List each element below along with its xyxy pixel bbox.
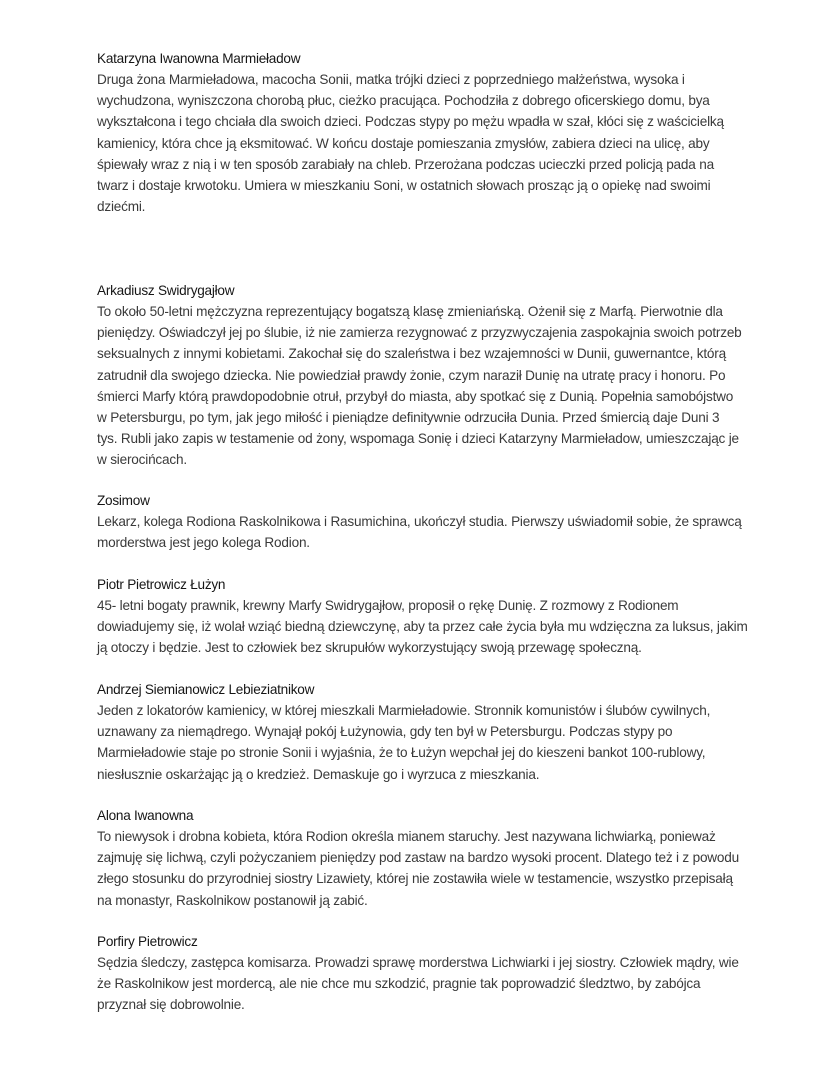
text-line: kamienicy, która chce ją eksmitować. W końcu dostaje pomieszania zmysłów, zabiera dzieci na ulicę, aby [97, 135, 710, 151]
text-line: wykształcona i tego chciała dla swoich dzieci. Podczas stypy po mężu wpadła w szał, kłóci się z waścicielką [97, 114, 724, 130]
text-line: Jeden z lokatorów kamienicy, w której mieszkali Marmieładowie. Stronnik komunistów i ślubów cywilnych, [97, 703, 711, 718]
character-name: Porfiry Pietrowicz [97, 934, 198, 949]
text-line: Marmieładowie staje po stronie Sonii i wyjaśnia, że to Łużyn wepchał jej do kieszeni bankot 100-rublowy, [97, 745, 706, 761]
text-line: To niewysok i drobna kobieta, która Rodion określa mianem staruchy. Jest nazywana lichwiarką, ponieważ [97, 829, 716, 844]
character-description [97, 69, 724, 217]
text-line: 45- letni bogaty prawnik, krewny Marfy Swidrygajłow, proposił o rękę Dunię. Z rozmowy z Rodionem [97, 598, 679, 613]
text-line: twarz i dostaje krwotoku. Umiera w mieszkaniu Soni, w ostatnich słowach prosząc ją o opiekę nad swoimi [97, 178, 711, 194]
character-description [97, 826, 739, 911]
text-line: dowiadujemy się, iż wolał wziąć biedną dziewczynę, aby ta przez całe życia była mu wdzięczna za luksus, jakim [97, 619, 748, 635]
text-line: pieniędzy. Oświadczył jej po ślubie, iż nie zamierza rezygnować z przyzwyczajenia zaspokajnia swoich potrzeb [97, 325, 742, 341]
text-line: niesłusznie oskarżając ją o kredzież. Demaskuje go i wyrzuca z mieszkania. [97, 766, 540, 782]
text-line: złego stosunku do przyrodniej siostry Lizawiety, której nie zostawiła wiele w testamencie, wszystko przepisałą [97, 871, 733, 887]
text-line: zajmuję się lichwą, czyli pożyczaniem pieniędzy pod zastaw na bardzo wysoki procent. Dlatego też i z powodu [97, 850, 739, 866]
character-entry-alona [97, 805, 739, 911]
character-entry-andrzej [97, 679, 710, 785]
character-description [97, 952, 739, 1016]
character-name: Zosimow [97, 493, 150, 508]
character-description [97, 301, 742, 471]
text-line: To około 50-letni mężczyzna reprezentujący bogatszą klasę zmieniańską. Ożenił się z Marfą. Pierwotnie dla [97, 304, 723, 319]
text-line: śmierci Marfy którą prawdopodobnie otruł, przybył do miasta, aby spotkać się z Dunią. Popełnia samobójstwo [97, 388, 734, 404]
character-description [97, 511, 742, 553]
character-entry-arkadiusz [97, 280, 742, 471]
character-name: Andrzej Siemianowicz Lebieziatnikow [97, 682, 315, 697]
character-name: Alona Iwanowna [97, 808, 194, 823]
character-entry-porfiry [97, 931, 739, 1016]
character-name: Arkadiusz Swidrygajłow [97, 283, 235, 298]
text-line: zatrudnił dla swojego dziecka. Nie powiedział prawdy żonie, czym naraził Dunię na utratę pracy i honoru. Po [97, 367, 726, 383]
text-line: śpiewały wraz z nią i w ten sposób zarabiały na chleb. Przerożana podczas ucieczki przed policją pada na [97, 156, 714, 172]
text-line: ją otoczy i będzie. Jest to człowiek bez skrupułów wykorzystujący swoją przewagę społeczną. [97, 640, 642, 656]
character-name: Piotr Pietrowicz Łużyn [97, 577, 226, 592]
text-line: na monastyr, Raskolnikow postanowił ją zabić. [97, 892, 368, 908]
character-entry-zosimow [97, 490, 742, 553]
text-line: wychudzona, wyniszczona chorobą płuc, cieżko pracująca. Pochodziła z dobrego oficerskiego domu, bya [97, 93, 710, 109]
character-description [97, 595, 748, 659]
character-entry-katarzyna [97, 48, 724, 217]
character-description [97, 700, 710, 785]
text-line: tys. Rubli jako zapis w testamenie od żony, wspomaga Sonię i dzieci Katarzyny Marmieładow, umieszczając je [97, 431, 739, 447]
text-line: Druga żona Marmieładowa, macocha Sonii, matka trójki dzieci z poprzedniego małżeństwa, wysoka i [97, 72, 685, 87]
character-entry-piotr [97, 574, 748, 659]
text-line: seksualnych z innymi kobietami. Zakochał się do szaleństwa i bez wzajemności w Dunii, guwernantce, którą [97, 346, 726, 362]
text-line: w Petersburgu, po tym, jak jego miłość i pieniądze definitywnie odrzuciła Dunia. Przed śmiercią daje Duni 3 [97, 410, 720, 426]
text-line: przyznał się dobrowolnie. [97, 997, 245, 1013]
text-line: że Raskolnikow jest mordercą, ale nie chce mu szkodzić, pragnie tak poprowadzić śledztwo, by zabójca [97, 976, 701, 992]
character-name: Katarzyna Iwanowna Marmieładow [97, 51, 301, 66]
text-line: dziećmi. [97, 199, 146, 215]
text-line: uznawany za niemądrego. Wynajął pokój Łużynowia, gdy ten był w Petersburgu. Podczas stypy po [97, 724, 673, 740]
text-line: Sędzia śledczy, zastępca komisarza. Prowadzi sprawę morderstwa Lichwiarki i jej siostry. Człowiek mądry, wie [97, 955, 739, 970]
text-line: Lekarz, kolega Rodiona Raskolnikowa i Rasumichina, ukończył studia. Pierwszy uświadomił sobie, że sprawcą [97, 514, 742, 529]
text-line: w sierocińcach. [97, 452, 187, 468]
text-line: morderstwa jest jego kolega Rodion. [97, 535, 310, 551]
